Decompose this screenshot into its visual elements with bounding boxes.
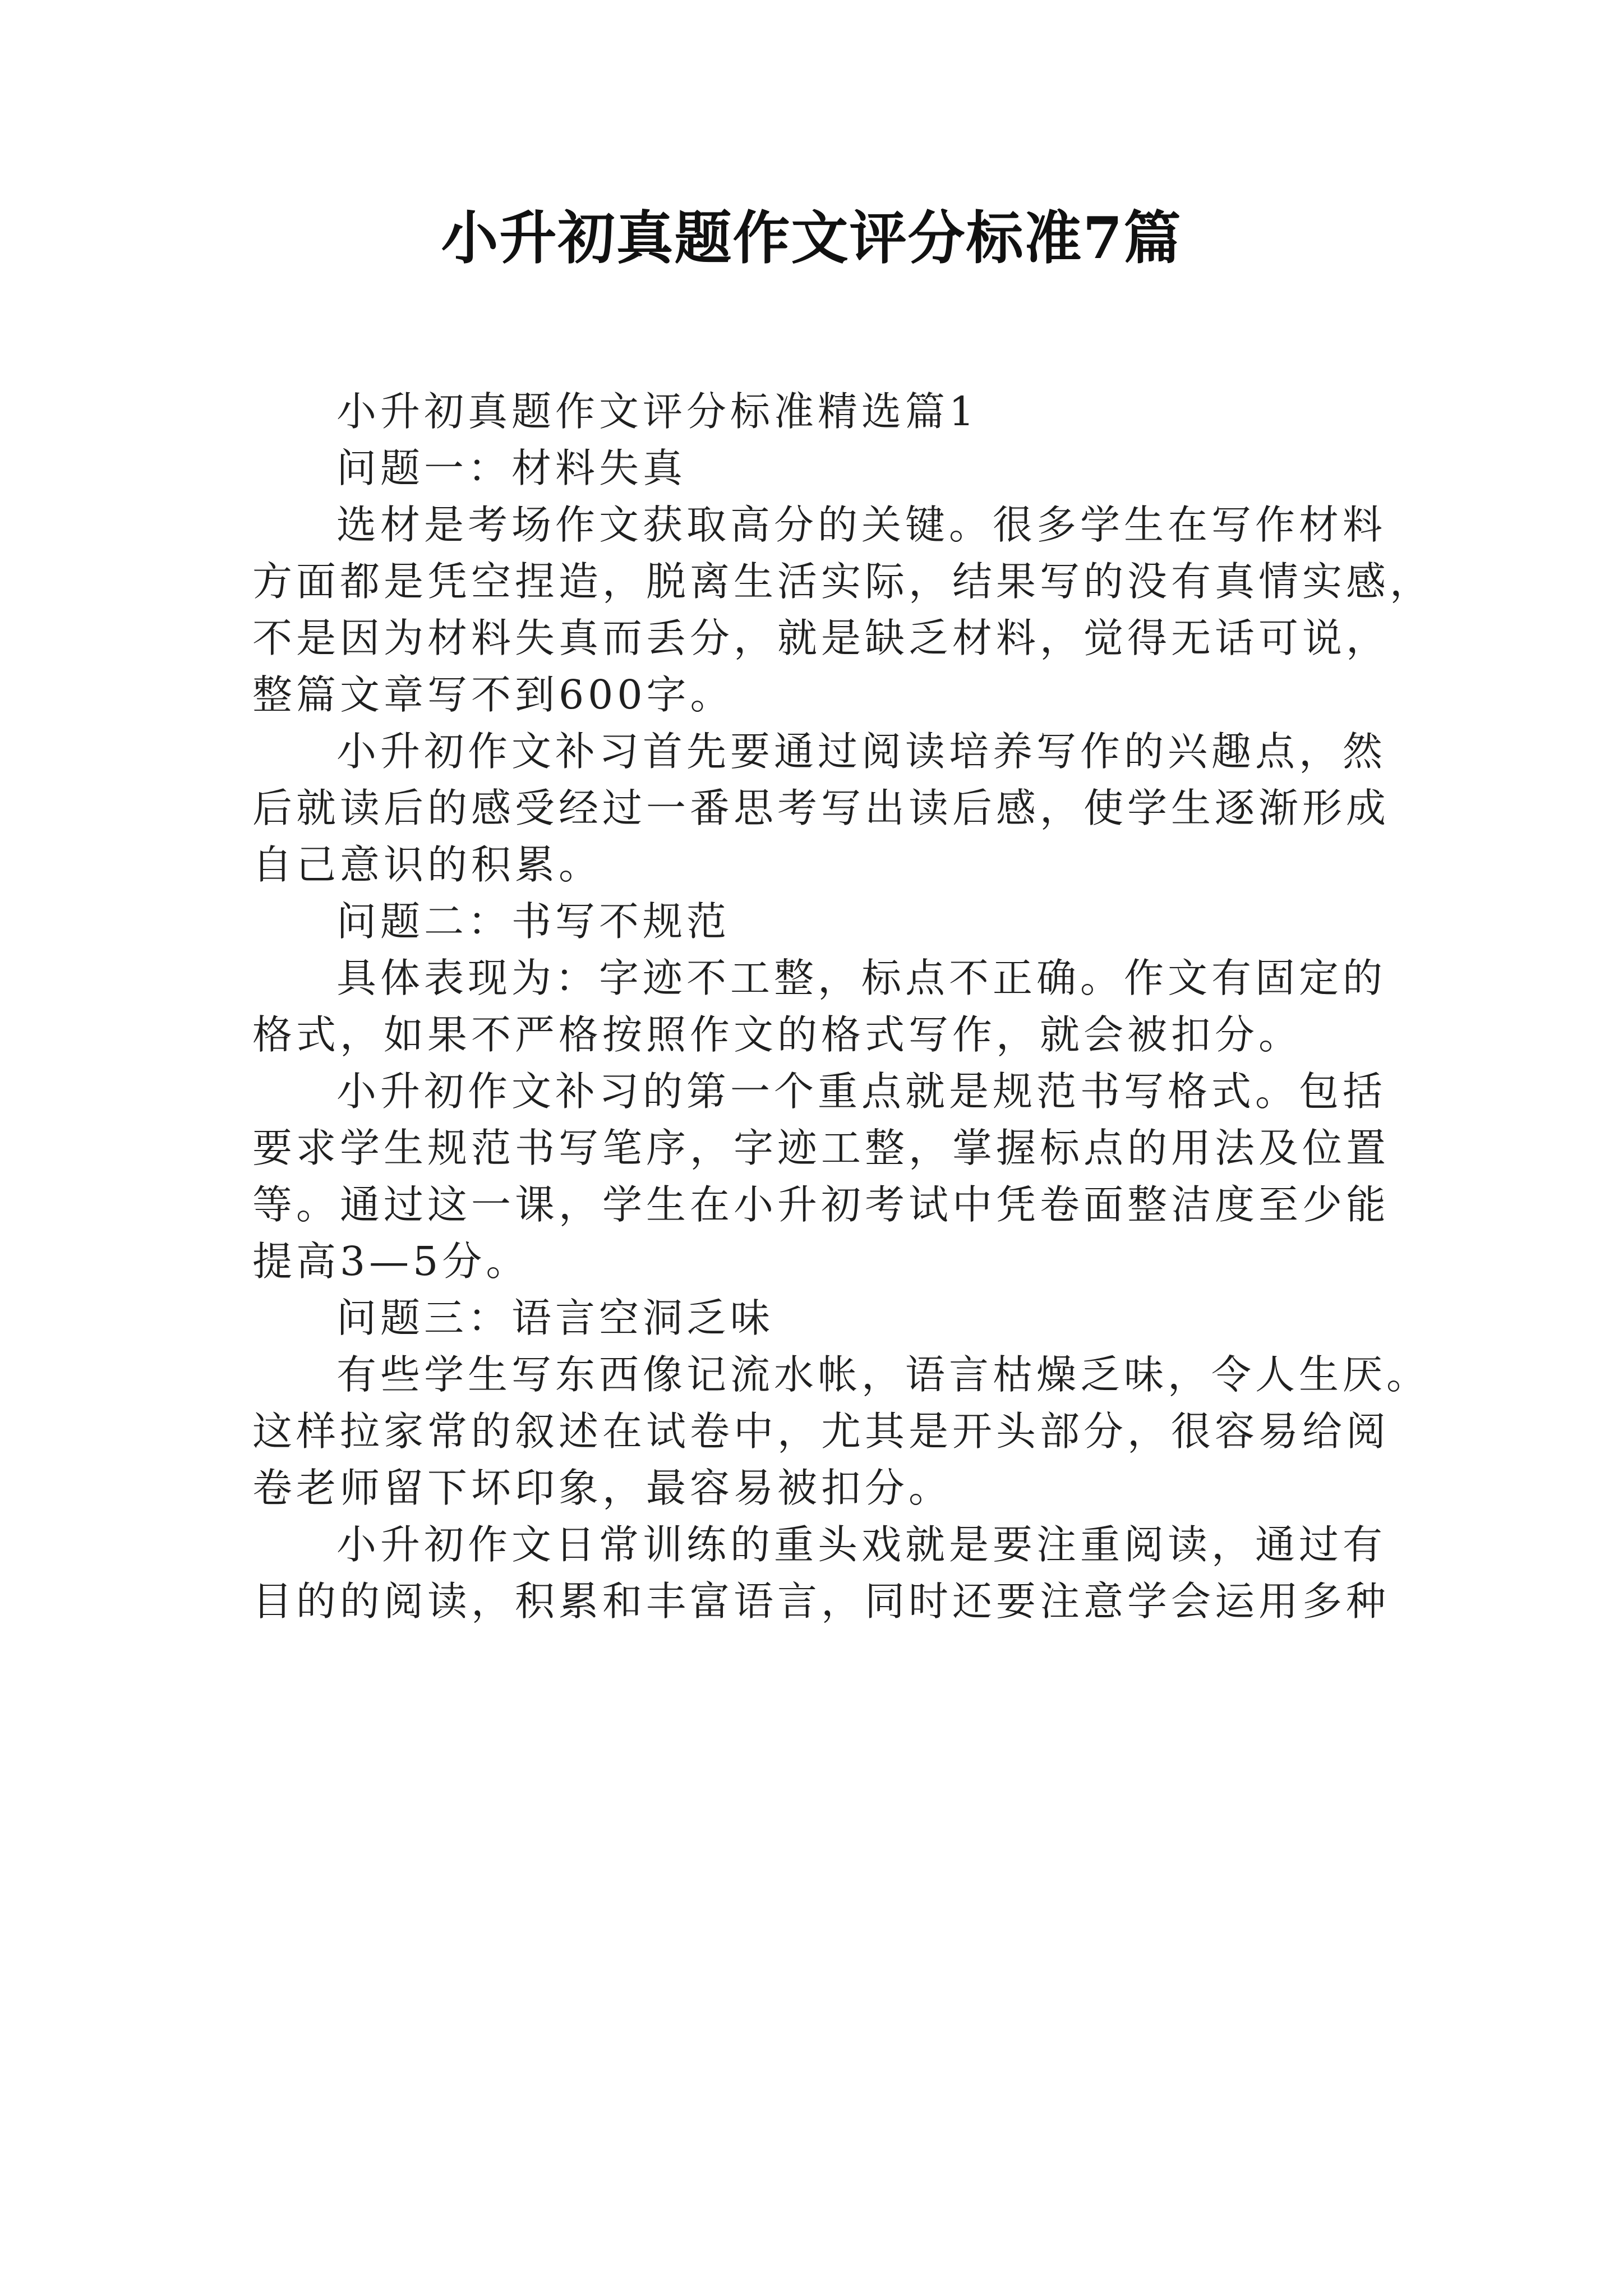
text-line: 目的的阅读，积累和丰富语言，同时还要注意学会运用多种 — [252, 1578, 1390, 1625]
text-line: 小升初作文补习首先要通过阅读培养写作的兴趣点，然 — [336, 728, 1387, 775]
text-line: 后就读后的感受经过一番思考写出读后感，使学生逐渐形成 — [252, 785, 1390, 831]
text-line: 卷老师留下坏印象，最容易被扣分。 — [252, 1465, 953, 1511]
text-line: 问题二：书写不规范 — [336, 898, 731, 945]
text-line: 选材是考场作文获取高分的关键。很多学生在写作材料 — [336, 501, 1387, 548]
text-line: 格式，如果不严格按照作文的格式写作，就会被扣分。 — [252, 1011, 1303, 1058]
document-body — [252, 383, 1458, 1630]
text-line: 自己意识的积累。 — [252, 841, 603, 888]
text-line: 提高3—5分。 — [252, 1238, 530, 1285]
text-line: 小升初作文补习的第一个重点就是规范书写格式。包括 — [336, 1068, 1387, 1115]
document-title: 小升初真题作文评分标准7篇 — [441, 205, 1182, 272]
text-line: 问题三：语言空洞乏味 — [336, 1295, 774, 1341]
text-line: 要求学生规范书写笔序，字迹工整，掌握标点的用法及位置 — [252, 1125, 1390, 1171]
text-line: 小升初真题作文评分标准精选篇1 — [336, 388, 979, 435]
text-line: 等。通过这一课，学生在小升初考试中凭卷面整洁度至少能 — [252, 1181, 1390, 1228]
text-line: 这样拉家常的叙述在试卷中，尤其是开头部分，很容易给阅 — [252, 1408, 1390, 1455]
text-line: 小升初作文日常训练的重头戏就是要注重阅读，通过有 — [336, 1521, 1387, 1568]
text-line: 整篇文章写不到600字。 — [252, 671, 734, 718]
text-line: 具体表现为：字迹不工整，标点不正确。作文有固定的 — [336, 955, 1387, 1001]
text-line: 问题一：材料失真 — [336, 445, 687, 491]
text-line: 不是因为材料失真而丢分，就是缺乏材料，觉得无话可说， — [252, 615, 1390, 661]
text-line: 有些学生写东西像记流水帐，语言枯燥乏味，令人生厌。 — [336, 1351, 1431, 1398]
text-line: 方面都是凭空捏造，脱离生活实际，结果写的没有真情实感， — [252, 558, 1434, 605]
